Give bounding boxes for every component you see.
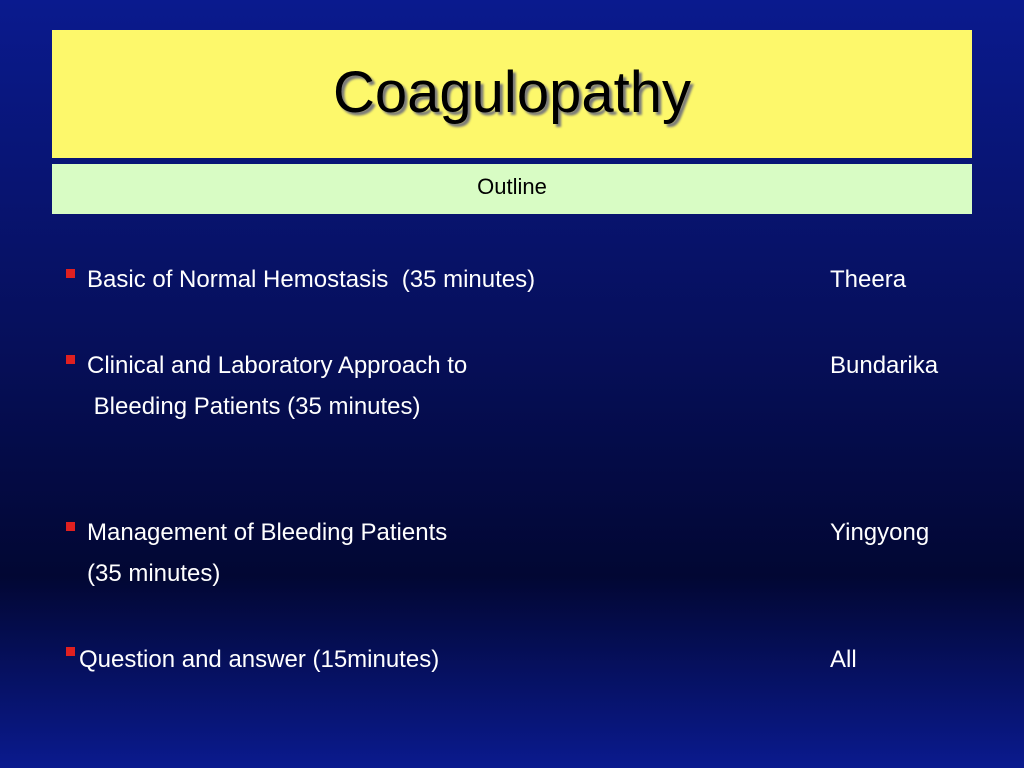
agenda-topic-line: Basic of Normal Hemostasis (35 minutes) (87, 266, 536, 293)
square-bullet-icon (66, 355, 75, 364)
agenda-speaker: All (830, 646, 857, 673)
square-bullet-icon (66, 269, 75, 278)
agenda-speaker: Yingyong (830, 519, 930, 546)
square-bullet-icon (66, 647, 75, 656)
agenda-topic-line: Clinical and Laboratory Approach to (87, 352, 468, 379)
agenda-topic-line: Question and answer (15minutes) (79, 646, 440, 673)
agenda-topic-line: Management of Bleeding Patients (87, 519, 448, 546)
square-bullet-icon (66, 522, 75, 531)
agenda-speaker: Theera (830, 266, 907, 293)
title-box (52, 30, 972, 158)
slide-subtitle: Outline (477, 174, 547, 199)
subtitle-box (52, 164, 972, 214)
agenda-speaker: Bundarika (830, 352, 939, 379)
slide-title: Coagulopathy (333, 59, 691, 125)
agenda-topic-line: Bleeding Patients (35 minutes) (87, 393, 421, 420)
agenda-topic-line: (35 minutes) (87, 560, 221, 587)
